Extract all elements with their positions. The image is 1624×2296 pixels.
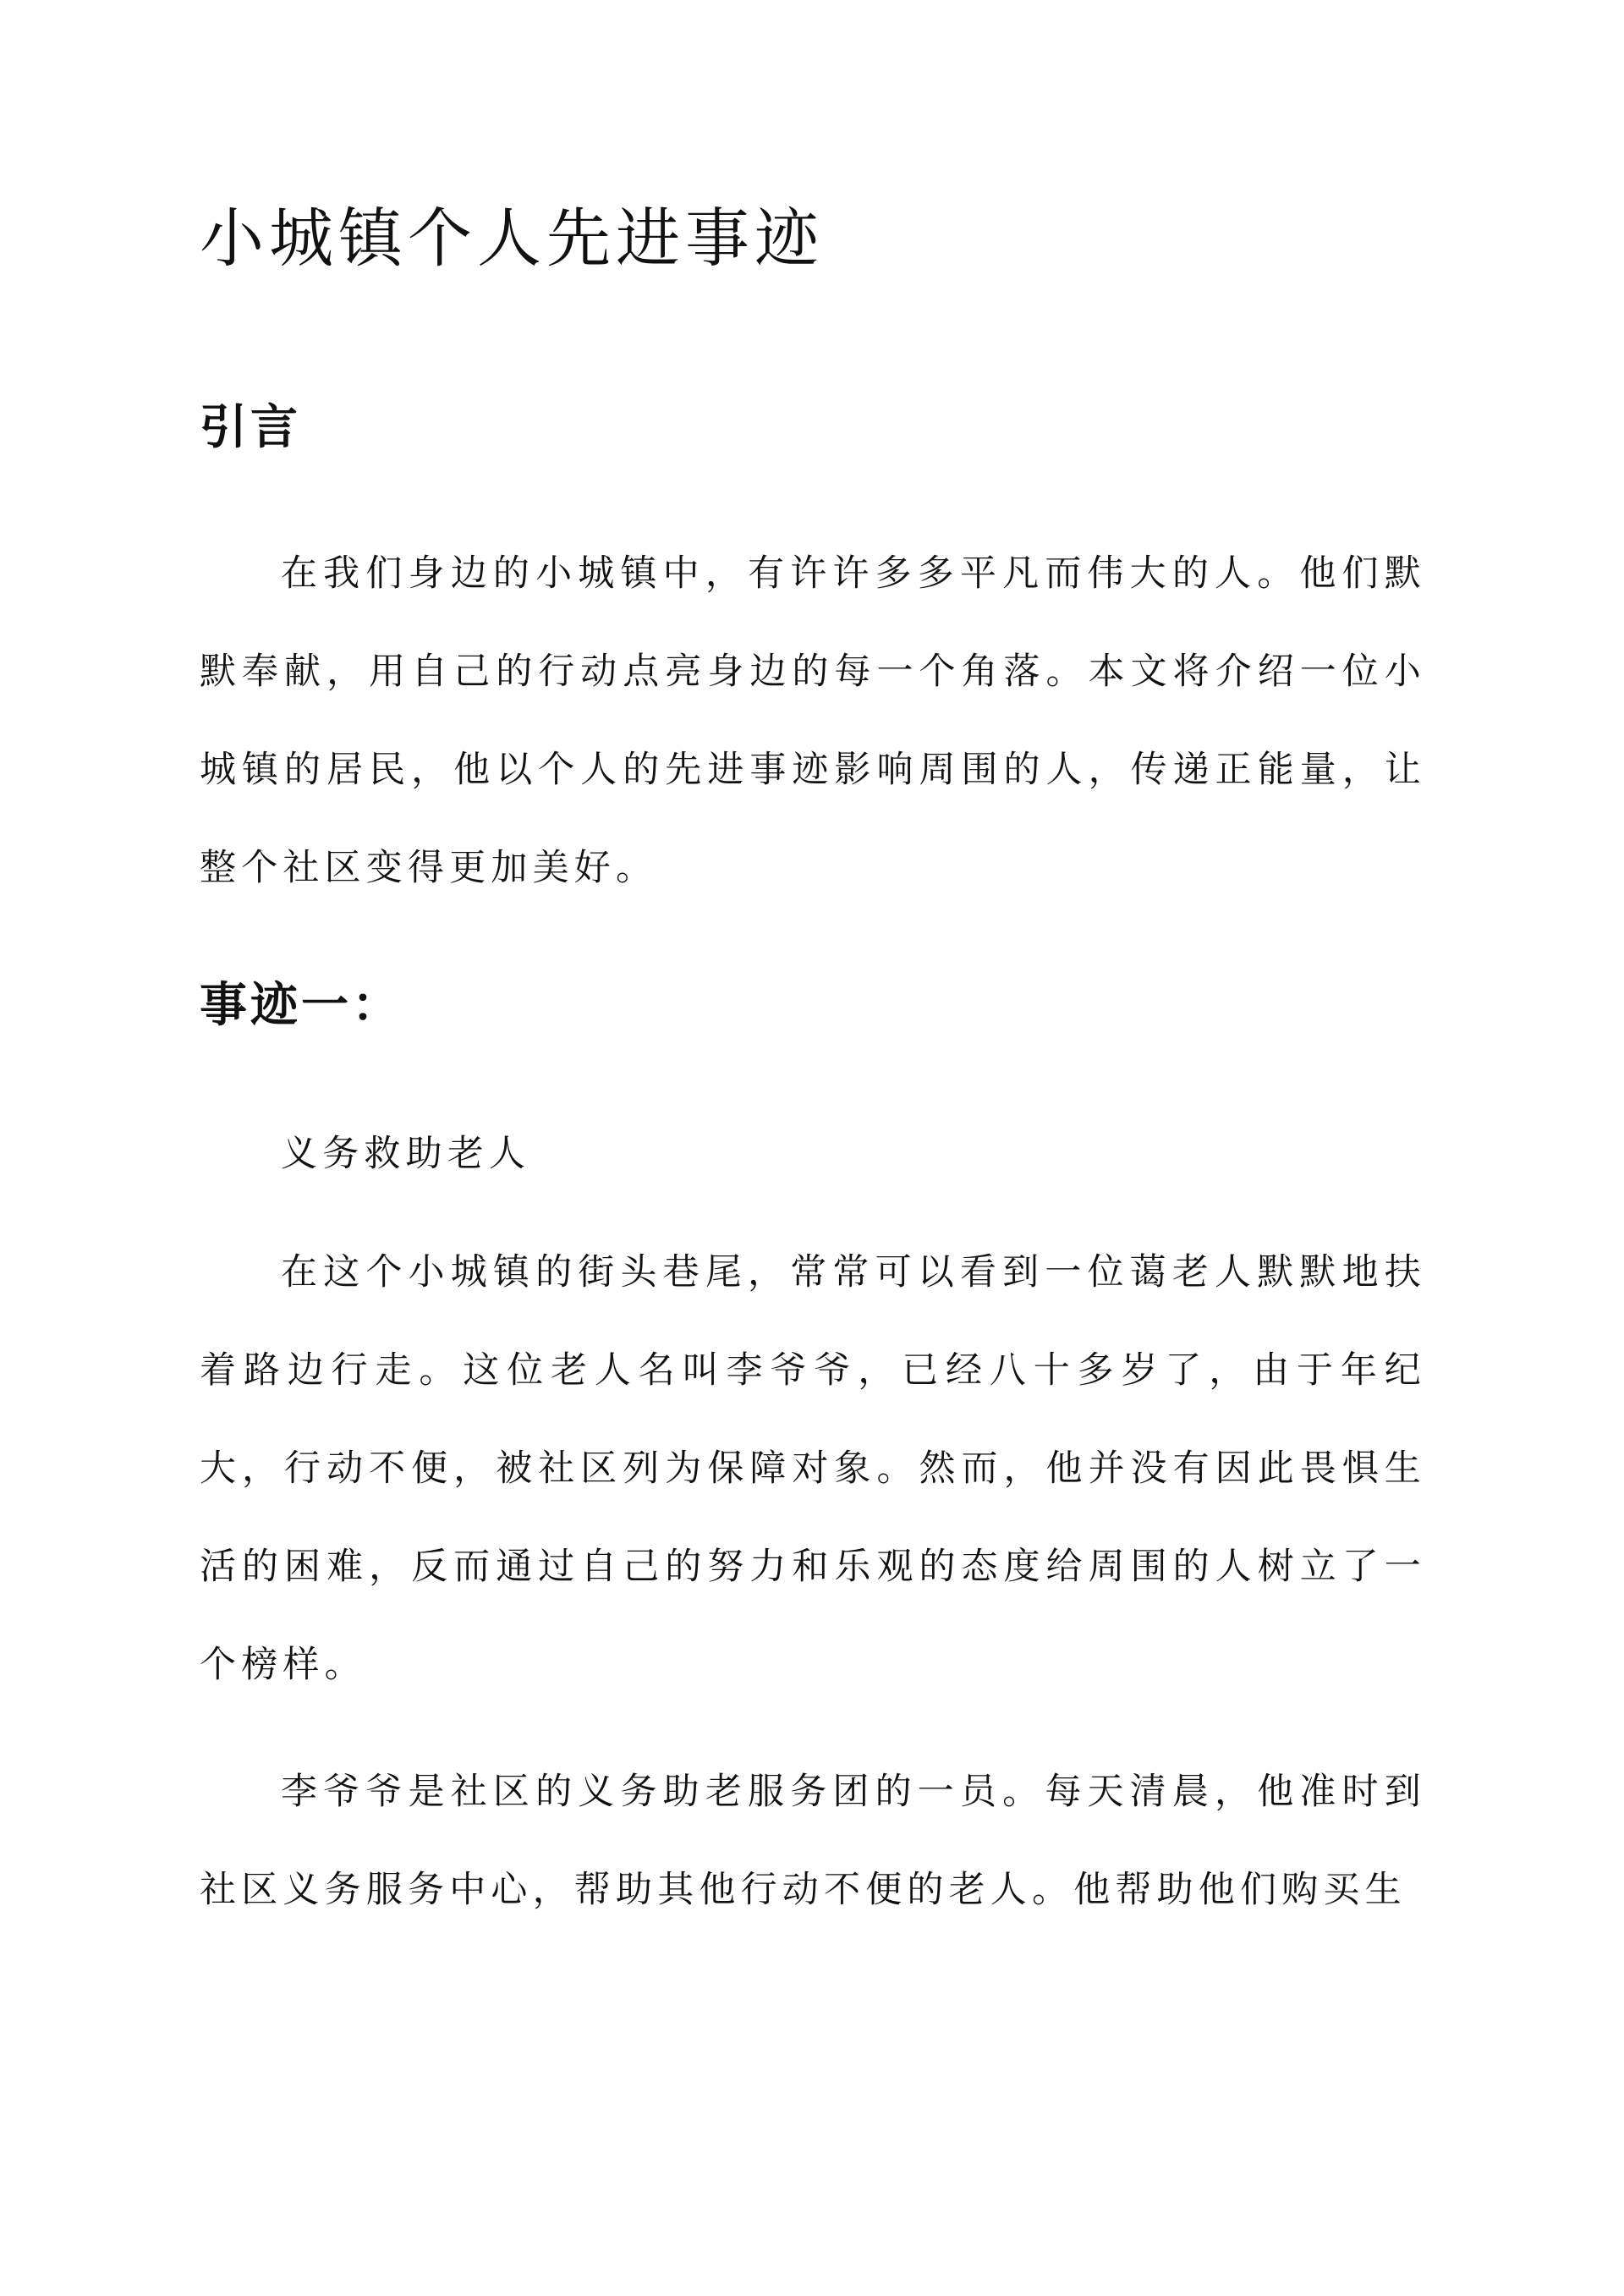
deed-one-subheading: 义务救助老人 [281,1133,531,1175]
intro-paragraph: 在我们身边的小城镇中，有许许多多平凡而伟大的人。他们默默奉献，用自己的行动点亮身边的每一个角落。本文将介绍一位小城镇的居民，他以个人的先进事迹影响周围的人，传递正能量，让整个社区变得更加美好。 [200,552,1426,889]
deed-one-paragraph-2: 李爷爷是社区的义务助老服务团的一员。每天清晨，他准时到社区义务服务中心，帮助其他行动不便的老人。他帮助他们购买生 [200,1771,1426,1911]
section-heading-intro: 引言 [200,399,301,455]
deed-one-paragraph-1: 在这个小城镇的街头巷尾，常常可以看到一位蔼老人默默地扶着路边行走。这位老人名叫李爷爷，已经八十多岁了，由于年纪大，行动不便，被社区列为保障对象。然而，他并没有因此畏惧生活的困难，反而通过自己的努力和乐观的态度给周围的人树立了一个榜样。 [200,1251,1426,1686]
section-heading-deed-one: 事迹一： [200,977,403,1033]
document-title: 小城镇个人先进事迹 [200,200,824,276]
